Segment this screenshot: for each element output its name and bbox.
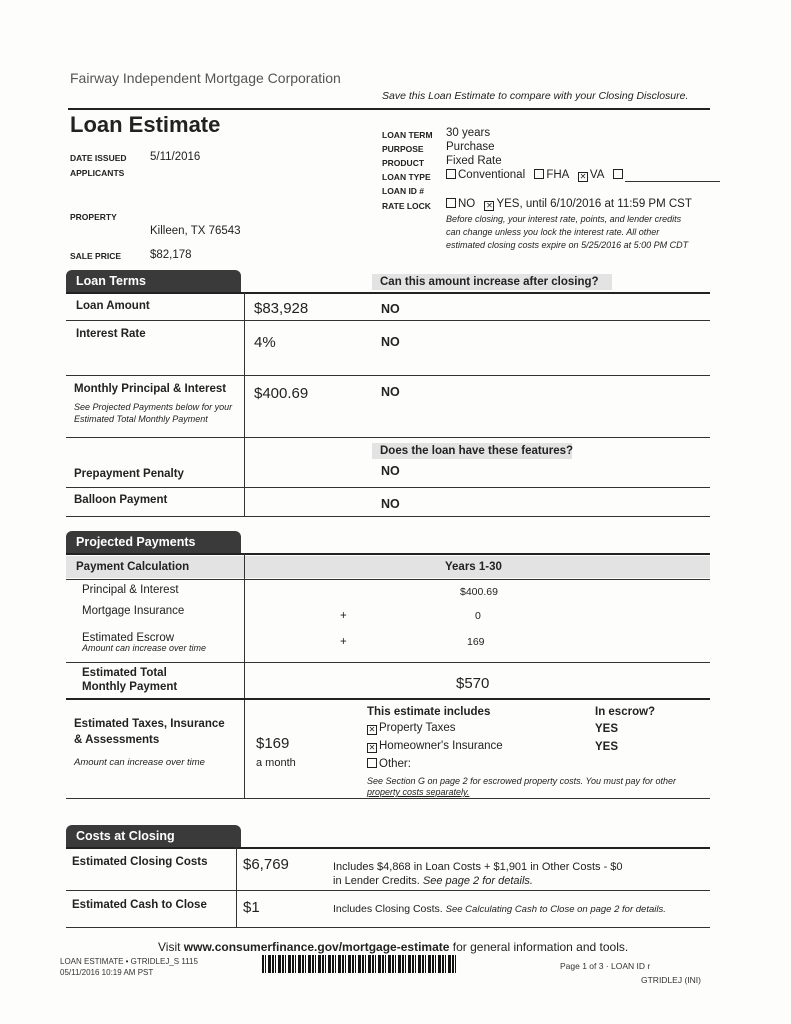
closing-costs-value: $6,769 bbox=[243, 856, 289, 873]
loan-amount-value: $83,928 bbox=[254, 300, 309, 317]
in-escrow-header: In escrow? bbox=[595, 706, 656, 718]
interest-rate-answer: NO bbox=[381, 335, 400, 349]
property-taxes-escrow: YES bbox=[595, 723, 619, 735]
date-issued-label: DATE ISSUED bbox=[70, 153, 127, 163]
row-divider bbox=[66, 487, 710, 488]
checkbox-checked-icon: ✕ bbox=[368, 725, 376, 734]
monthly-pi-answer: NO bbox=[381, 385, 400, 399]
costs-divider bbox=[236, 847, 237, 927]
total-label-2: Monthly Payment bbox=[82, 681, 178, 693]
closing-costs-desc-1: Includes $4,868 in Loan Costs + $1,901 in Other Costs - $0 bbox=[333, 861, 623, 873]
monthly-pi-label: Monthly Principal & Interest bbox=[74, 383, 227, 395]
row-divider bbox=[66, 579, 710, 580]
closing-costs-label: Estimated Closing Costs bbox=[72, 856, 208, 868]
balloon-answer: NO bbox=[381, 497, 400, 511]
checkbox-other bbox=[367, 758, 377, 768]
loan-terms-question: Can this amount increase after closing? bbox=[380, 276, 599, 288]
row-divider bbox=[66, 662, 710, 663]
form-id-line-1: LOAN ESTIMATE • GTRIDLEJ_S 1115 bbox=[60, 957, 198, 966]
title-rule bbox=[68, 108, 710, 110]
loan-amount-answer: NO bbox=[381, 302, 400, 316]
checkbox-va-checked-icon: ✕ bbox=[579, 172, 587, 181]
balloon-label: Balloon Payment bbox=[74, 494, 168, 506]
visit-url-link[interactable]: www.consumerfinance.gov/mortgage-estimate bbox=[183, 940, 450, 954]
page-number: Page 1 of 3 · LOAN ID r bbox=[560, 961, 651, 971]
loan-amount-label: Loan Amount bbox=[76, 300, 150, 312]
pi-value: $400.69 bbox=[460, 586, 498, 598]
payment-calc-label: Payment Calculation bbox=[76, 561, 190, 573]
sale-price-value: $82,178 bbox=[150, 249, 192, 261]
closing-costs-desc-2a: in Lender Credits. bbox=[333, 875, 420, 887]
initials: GTRIDLEJ (INI) bbox=[641, 975, 701, 985]
total-value: $570 bbox=[456, 675, 490, 692]
closing-costs-desc-2b: See page 2 for details. bbox=[422, 875, 533, 887]
checkbox-checked-icon: ✕ bbox=[368, 743, 376, 752]
rate-lock-yes: YES, until 6/10/2016 at 11:59 PM CST bbox=[496, 198, 692, 210]
escrow-plus: + bbox=[340, 636, 347, 648]
loan-type-other-line bbox=[625, 171, 720, 182]
escrow-note: Amount can increase over time bbox=[82, 643, 207, 653]
projected-payments-tab: Projected Payments bbox=[66, 531, 241, 553]
loan-terms-tab: Loan Terms bbox=[66, 270, 241, 292]
row-divider bbox=[66, 516, 710, 517]
prepayment-label: Prepayment Penalty bbox=[74, 468, 184, 480]
loan-term-value: 30 years bbox=[446, 127, 491, 139]
cash-to-close-desc bbox=[333, 903, 666, 915]
company-name: Fairway Independent Mortgage Corporation bbox=[70, 70, 341, 86]
loan-term-label: LOAN TERM bbox=[382, 130, 433, 140]
loan-type-fha: FHA bbox=[546, 169, 569, 181]
escrow-label: Estimated Escrow bbox=[82, 632, 175, 644]
projected-rule bbox=[66, 553, 710, 555]
checkbox-other bbox=[613, 169, 623, 179]
property-label: PROPERTY bbox=[70, 212, 117, 222]
section-note-2: property costs separately. bbox=[367, 787, 470, 797]
cash-to-close-label: Estimated Cash to Close bbox=[72, 899, 207, 911]
form-id-line-2: 05/11/2016 10:19 AM PST bbox=[60, 968, 154, 977]
loan-terms-divider bbox=[244, 292, 245, 517]
other-row bbox=[365, 758, 411, 770]
total-label-1: Estimated Total bbox=[82, 667, 167, 679]
taxes-period: a month bbox=[256, 757, 296, 769]
costs-at-closing-tab: Costs at Closing bbox=[66, 825, 241, 847]
closing-costs-desc-2 bbox=[333, 875, 533, 887]
checkbox-fha bbox=[534, 169, 544, 179]
taxes-label-1: Estimated Taxes, Insurance bbox=[74, 718, 225, 730]
loan-type-options bbox=[444, 169, 720, 182]
loan-id-label: LOAN ID # bbox=[382, 186, 425, 196]
barcode bbox=[262, 955, 458, 973]
visit-pre: Visit bbox=[158, 940, 181, 954]
taxes-note: Amount can increase over time bbox=[74, 757, 205, 768]
costs-rule bbox=[66, 847, 710, 849]
checkbox-rate-lock-no bbox=[446, 198, 456, 208]
loan-type-conventional: Conventional bbox=[458, 169, 526, 181]
cash-to-close-desc-b: See Calculating Cash to Close on page 2 for details. bbox=[445, 904, 666, 915]
save-note: Save this Loan Estimate to compare with your Closing Disclosure. bbox=[382, 90, 689, 102]
monthly-pi-note-1: See Projected Payments below for your bbox=[74, 402, 233, 412]
cash-to-close-desc-a: Includes Closing Costs. bbox=[333, 903, 443, 915]
prepayment-answer: NO bbox=[381, 464, 400, 478]
rate-lock-note-3: estimated closing costs expire on 5/25/2016 at 5:00 PM CDT bbox=[446, 240, 689, 250]
section-note-1: See Section G on page 2 for escrowed property costs. You must pay for other bbox=[367, 776, 677, 786]
loan-type-va: VA bbox=[589, 169, 604, 181]
row-divider bbox=[66, 437, 710, 438]
purpose-value: Purchase bbox=[446, 141, 495, 153]
property-value: Killeen, TX 76543 bbox=[150, 225, 241, 237]
loan-type-label: LOAN TYPE bbox=[382, 172, 431, 182]
other-label: Other: bbox=[379, 758, 411, 770]
homeowners-escrow: YES bbox=[595, 741, 619, 753]
interest-rate-value: 4% bbox=[254, 334, 276, 351]
monthly-pi-value: $400.69 bbox=[254, 385, 309, 402]
monthly-pi-note-2: Estimated Total Monthly Payment bbox=[74, 414, 208, 424]
visit-post: for general information and tools. bbox=[452, 940, 629, 954]
row-divider bbox=[66, 798, 710, 799]
rate-lock-note-1: Before closing, your interest rate, points, and lender credits bbox=[446, 214, 682, 224]
cash-to-close-value: $1 bbox=[243, 899, 260, 916]
sale-price-label: SALE PRICE bbox=[70, 251, 122, 261]
visit-line bbox=[158, 940, 628, 954]
property-taxes-label: Property Taxes bbox=[379, 722, 456, 734]
row-divider bbox=[66, 890, 710, 891]
checkbox-conventional bbox=[446, 169, 456, 179]
rate-lock-no: NO bbox=[458, 198, 476, 210]
row-divider bbox=[66, 320, 710, 321]
homeowners-label: Homeowner's Insurance bbox=[379, 740, 503, 752]
escrow-value: 169 bbox=[467, 636, 485, 648]
product-value: Fixed Rate bbox=[446, 155, 502, 167]
mi-plus: + bbox=[340, 610, 347, 622]
projected-divider bbox=[244, 553, 245, 798]
rate-lock-note-2: can change unless you lock the interest rate. All other bbox=[446, 227, 660, 237]
row-divider bbox=[66, 375, 710, 376]
mi-value: 0 bbox=[475, 610, 481, 622]
rate-lock-options bbox=[444, 198, 692, 211]
checkbox-rate-lock-yes-checked-icon: ✕ bbox=[486, 201, 493, 210]
date-issued-value: 5/11/2016 bbox=[150, 151, 201, 163]
features-question: Does the loan have these features? bbox=[380, 445, 574, 457]
homeowners-row bbox=[365, 740, 503, 753]
purpose-label: PURPOSE bbox=[382, 144, 424, 154]
interest-rate-label: Interest Rate bbox=[76, 328, 146, 340]
rate-lock-label: RATE LOCK bbox=[382, 201, 431, 211]
row-divider bbox=[66, 927, 710, 928]
taxes-label-2: & Assessments bbox=[74, 734, 160, 746]
years-header: Years 1-30 bbox=[445, 561, 502, 573]
mi-label: Mortgage Insurance bbox=[82, 605, 185, 617]
applicants-label: APPLICANTS bbox=[70, 168, 125, 178]
product-label: PRODUCT bbox=[382, 158, 425, 168]
taxes-amount: $169 bbox=[256, 735, 290, 752]
pi-label: Principal & Interest bbox=[82, 584, 179, 596]
includes-header: This estimate includes bbox=[367, 706, 491, 718]
row-divider-strong bbox=[66, 698, 710, 700]
page-title: Loan Estimate bbox=[70, 112, 221, 137]
loan-terms-rule bbox=[66, 292, 710, 294]
property-taxes-row bbox=[365, 722, 456, 735]
